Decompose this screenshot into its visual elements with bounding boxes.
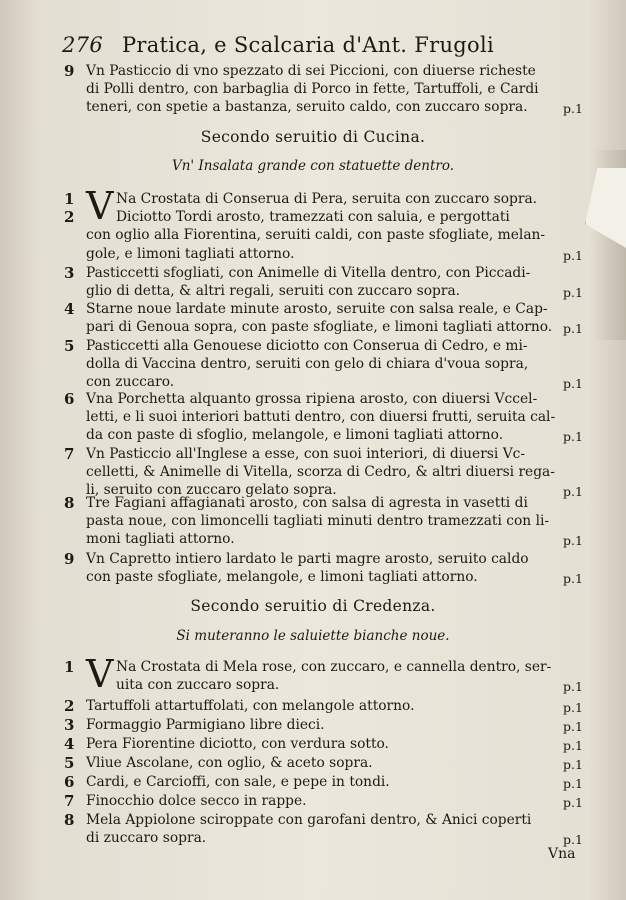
- entry-line: Tre Fagiani affagianati arosto, con salsa di agresta in vasetti di: [86, 495, 528, 511]
- entry-line: Vn Pasticcio di vno spezzato di sei Piccioni, con diuerse richeste: [86, 63, 536, 79]
- entry-line: uita con zuccaro sopra.: [116, 677, 280, 694]
- recipe-entry: [0, 337, 626, 392]
- catchword: Vna: [548, 846, 576, 862]
- entry-line: gole, e limoni tagliati attorno.: [86, 245, 295, 262]
- section-subtitle-credenza: Si muteranno le saluiette bianche noue.: [176, 628, 450, 644]
- entry-text: [86, 62, 576, 117]
- entry-line: Pera Fiorentine diciotto, con verdura sotto.: [86, 736, 389, 752]
- portion-mark: p.1: [563, 699, 583, 715]
- portion-mark: p.1: [563, 718, 583, 734]
- portion-mark: p.1: [563, 429, 583, 445]
- portion-mark: p.1: [563, 775, 583, 791]
- entry-number: 8: [64, 494, 75, 512]
- recipe-entry: [0, 735, 626, 753]
- entry-text: [86, 716, 576, 734]
- entry-line: Vna Porchetta alquanto grossa ripiena arosto, con diuersi Vccel-: [86, 391, 538, 407]
- recipe-entry: [0, 62, 626, 117]
- recipe-entry: [0, 550, 626, 586]
- entry-number: 5: [64, 754, 75, 772]
- entry-number: 9: [64, 62, 75, 80]
- section-title-credenza: Secondo seruitio di Credenza.: [190, 597, 436, 615]
- entry-text: [86, 300, 576, 336]
- recipe-entry: [0, 754, 626, 772]
- entry-line: dolla di Vaccina dentro, seruiti con gelo di chiara d'voua sopra,: [86, 356, 529, 373]
- drop-cap: V: [86, 184, 114, 228]
- entry-line: pasta noue, con limoncelli tagliati minuti dentro tramezzati con li-: [86, 513, 550, 530]
- entry-text: [86, 811, 576, 847]
- portion-mark: p.1: [563, 737, 583, 753]
- entry-text: [86, 792, 576, 810]
- entry-number: 4: [64, 300, 75, 318]
- entry-number: 6: [64, 773, 75, 791]
- recipe-entry: [0, 811, 626, 847]
- entry-line: celletti, & Animelle di Vitella, scorza di Cedro, & altri diuersi rega-: [86, 464, 555, 481]
- entry-number: 2: [64, 208, 75, 227]
- portion-mark: p.1: [563, 285, 583, 301]
- entry-line: da con paste di sfoglio, melangole, e limoni tagliati attorno.: [86, 427, 504, 444]
- portion-mark: p.1: [563, 832, 583, 848]
- entry-number: 4: [64, 735, 75, 753]
- entry-line: Formaggio Parmigiano libre dieci.: [86, 717, 325, 733]
- recipe-entry: [0, 494, 626, 549]
- entry-text: [86, 754, 576, 772]
- entry-line: Cardi, e Carcioffi, con sale, e pepe in tondi.: [86, 774, 390, 790]
- entry-line: Vliue Ascolane, con oglio, & aceto sopra.: [86, 755, 373, 771]
- recipe-entry: [0, 300, 626, 336]
- entry-line: moni tagliati attorno.: [86, 531, 235, 548]
- portion-mark: p.1: [563, 679, 583, 695]
- recipe-entry: [0, 264, 626, 300]
- entry-line: li, seruito con zuccaro gelato sopra.: [86, 482, 337, 499]
- entry-line: con paste sfogliate, melangole, e limoni tagliati attorno.: [86, 569, 478, 586]
- entry-number: 7: [64, 445, 75, 463]
- entry-line: Pasticcetti sfogliati, con Animelle di Vitella dentro, con Piccadi-: [86, 265, 531, 281]
- entry-number: 1: [64, 658, 75, 676]
- entry-text: [86, 494, 576, 549]
- portion-mark: p.1: [563, 321, 583, 337]
- recipe-entry: [0, 697, 626, 715]
- entry-text: [86, 337, 576, 392]
- entry-line: Finocchio dolce secco in rappe.: [86, 793, 307, 809]
- portion-mark: p.1: [563, 101, 583, 117]
- entry-number: 6: [64, 390, 75, 408]
- entry-number: 5: [64, 337, 75, 355]
- entry-line: Na Crostata di Mela rose, con zuccaro, e cannella dentro, ser-: [116, 659, 552, 675]
- entry-text: [86, 445, 576, 500]
- page-number: 276: [62, 33, 103, 57]
- entry-text: [86, 264, 576, 300]
- entry-line: Starne noue lardate minute arosto, seruite con salsa reale, e Cap-: [86, 301, 548, 317]
- drop-cap: V: [86, 652, 114, 696]
- entry-text: [86, 773, 576, 791]
- entry-line: Pasticcetti alla Genouese diciotto con Conserua di Cedro, e mi-: [86, 338, 528, 354]
- entry-number: 3: [64, 716, 75, 734]
- entry-text: [86, 658, 576, 694]
- entry-line: Na Crostata di Conserua di Pera, seruita con zuccaro sopra.: [116, 191, 538, 207]
- entry-text: [86, 550, 576, 586]
- portion-mark: p.1: [563, 571, 583, 587]
- entry-line: pari di Genoua sopra, con paste sfogliate, e limoni tagliati attorno.: [86, 319, 553, 336]
- recipe-entry: [0, 390, 626, 445]
- entry-line: Mela Appiolone sciroppate con garofani dentro, & Anici coperti: [86, 812, 532, 828]
- recipe-entry: [0, 773, 626, 791]
- entry-number: 1: [64, 190, 75, 208]
- portion-mark: p.1: [563, 533, 583, 549]
- section-title-cucina: Secondo seruitio di Cucina.: [200, 128, 426, 146]
- running-header: [62, 33, 582, 57]
- entry-line: Vn Capretto intiero lardato le parti magre arosto, seruito caldo: [86, 551, 529, 567]
- section-subtitle-cucina: Vn' Insalata grande con statuette dentro.: [171, 158, 455, 174]
- portion-mark: p.1: [563, 484, 583, 500]
- entry-line: Tartuffoli attartuffolati, con melangole attorno.: [86, 698, 415, 714]
- recipe-entry: [0, 652, 626, 696]
- portion-mark: p.1: [563, 756, 583, 772]
- entry-text: [86, 735, 576, 753]
- portion-mark: p.1: [563, 247, 583, 263]
- entry-line: di Polli dentro, con barbaglia di Porco in fette, Tartuffoli, e Cardi: [86, 81, 539, 98]
- entry-line: teneri, con spetie a bastanza, seruito caldo, con zuccaro sopra.: [86, 99, 528, 116]
- entry-line: glio di detta, & altri regali, seruiti con zuccaro sopra.: [86, 283, 461, 300]
- portion-mark: p.1: [563, 794, 583, 810]
- entry-line: Vn Pasticcio all'Inglese a esse, con suoi interiori, di diuersi Vc-: [86, 446, 526, 462]
- entry-text: [86, 697, 576, 715]
- recipe-entry: [0, 792, 626, 810]
- recipe-entry: [0, 445, 626, 500]
- running-title: Pratica, e Scalcaria d'Ant. Frugoli: [121, 33, 495, 57]
- entry-line: con oglio alla Fiorentina, seruiti caldi, con paste sfogliate, melan-: [86, 227, 546, 244]
- entry-number: 8: [64, 811, 75, 829]
- entry-number: 3: [64, 264, 75, 282]
- entry-number: 7: [64, 792, 75, 810]
- entry-line: letti, e li suoi interiori battuti dentro, con diuersi frutti, seruita cal-: [86, 409, 556, 426]
- portion-mark: p.1: [563, 376, 583, 392]
- recipe-entry: [0, 184, 626, 263]
- entry-number: 9: [64, 550, 75, 568]
- entry-text: [86, 390, 576, 445]
- entry-line: Diciotto Tordi arosto, tramezzati con saluia, e pergottati: [116, 209, 510, 226]
- entry-number: 2: [64, 697, 75, 715]
- entry-line: di zuccaro sopra.: [86, 830, 207, 847]
- entry-text: [86, 190, 576, 263]
- entry-line: con zuccaro.: [86, 374, 175, 391]
- recipe-entry: [0, 716, 626, 734]
